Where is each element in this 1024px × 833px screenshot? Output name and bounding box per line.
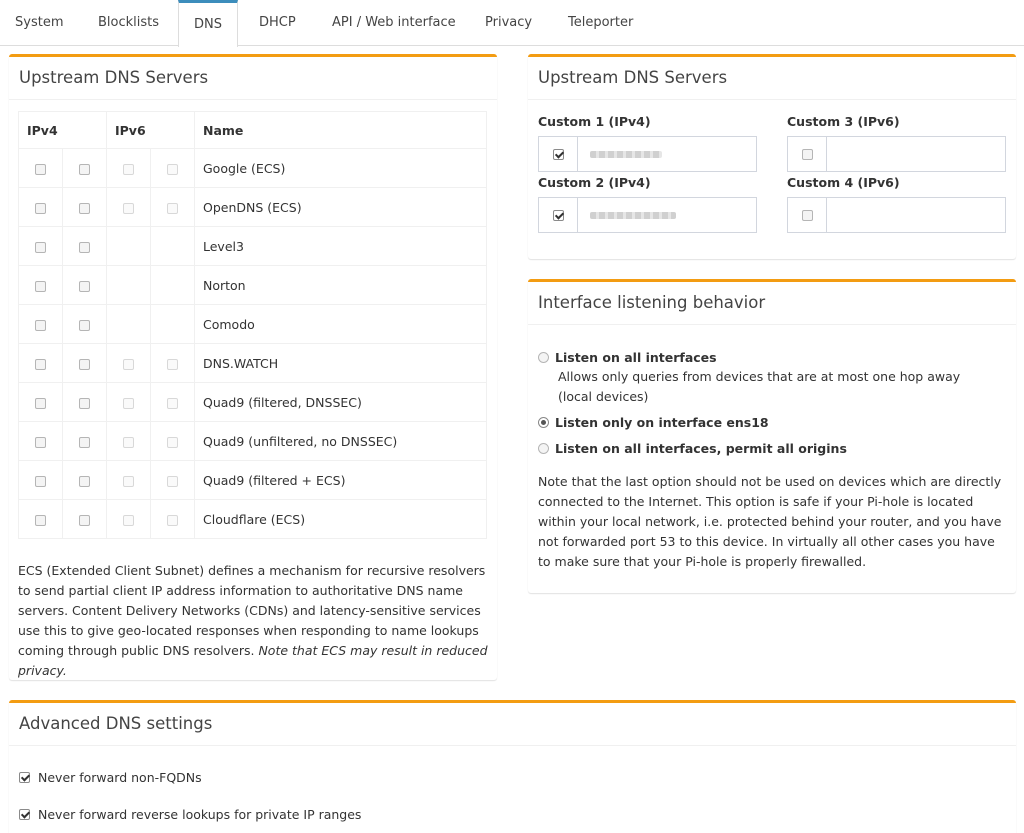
ipv6-header: IPv6 [107,112,195,149]
ipv6-primary-checkbox[interactable] [123,437,134,448]
ipv4-secondary-checkbox[interactable] [79,242,90,253]
custom-dns-box [528,54,1016,259]
custom3-label: Custom 3 (IPv6) [787,114,900,129]
tab-teleporter[interactable]: Teleporter [568,15,634,30]
ipv4-secondary-checkbox[interactable] [79,164,90,175]
custom3-checkbox[interactable] [802,149,813,160]
table-row [19,305,487,344]
ipv4-primary-checkbox[interactable] [35,164,46,175]
ipv6-primary-checkbox[interactable] [123,164,134,175]
ipv4-secondary-checkbox[interactable] [79,281,90,292]
tab-privacy[interactable]: Privacy [485,15,533,30]
custom2-label: Custom 2 (IPv4) [538,175,651,190]
dns-provider-name: Google (ECS) [195,149,487,188]
custom4-group [787,197,1006,233]
radio-permit-all[interactable] [538,441,847,456]
ipv4-primary-checkbox[interactable] [35,281,46,292]
radio-listen-all-button[interactable] [538,352,549,363]
custom4-checkbox[interactable] [802,210,813,221]
radio-permit-all-button[interactable] [538,443,549,454]
ipv6-secondary-checkbox[interactable] [167,203,178,214]
ipv6-primary-checkbox[interactable] [123,515,134,526]
ipv4-primary-checkbox[interactable] [35,242,46,253]
tab-blocklists[interactable]: Blocklists [98,15,160,30]
custom4-input[interactable] [827,198,1005,232]
custom-dns-header [528,57,1016,100]
tab-dns[interactable]: DNS [178,0,238,47]
ecs-note-privacy: Note that ECS may result in reduced privacy. [18,643,488,678]
never-forward-reverse[interactable] [19,807,361,822]
tab-dhcp[interactable]: DHCP [259,15,296,30]
interface-title: Interface listening behavior [538,293,766,312]
radio-listen-single-label: Listen only on interface ens18 [555,415,769,430]
dns-provider-name: Quad9 (unfiltered, no DNSSEC) [195,422,487,461]
radio-listen-single-button[interactable] [538,417,549,428]
upstream-dns-table [18,111,487,539]
custom1-input[interactable] [578,137,756,171]
upstream-dns-title: Upstream DNS Servers [19,68,209,87]
interface-header [528,282,1016,325]
ipv6-primary-checkbox[interactable] [123,203,134,214]
never-forward-fqdn[interactable] [19,770,202,785]
ipv6-primary-checkbox[interactable] [123,476,134,487]
dns-provider-name: OpenDNS (ECS) [195,188,487,227]
ipv4-header: IPv4 [19,112,107,149]
dns-provider-name: Level3 [195,227,487,266]
ipv4-primary-checkbox[interactable] [35,437,46,448]
table-row [19,422,487,461]
ipv6-secondary-checkbox[interactable] [167,476,178,487]
custom1-label: Custom 1 (IPv4) [538,114,651,129]
tab-system[interactable]: System [15,15,64,30]
custom2-value-redacted [590,212,676,219]
dns-provider-name: Quad9 (filtered + ECS) [195,461,487,500]
custom2-group [538,197,757,233]
table-row [19,461,487,500]
ipv6-primary-checkbox[interactable] [123,359,134,370]
custom1-value-redacted [590,151,662,158]
interface-note: Note that the last option should not be used on devices which are directly connected to the Internet. This option is safe if your Pi-hole is located within your local network, i.e. protected behind your router, and you have not forwarded port 53 to this device. In virtually all other cases you have to make sure that your Pi-hole is properly firewalled. [538,474,1002,569]
ipv4-secondary-checkbox[interactable] [79,515,90,526]
ipv6-secondary-checkbox[interactable] [167,398,178,409]
custom-dns-title: Upstream DNS Servers [538,68,728,87]
never-forward-reverse-checkbox[interactable] [19,809,30,820]
ipv4-secondary-checkbox[interactable] [79,398,90,409]
advanced-dns-header [9,703,1016,746]
radio-permit-all-label: Listen on all interfaces, permit all origins [555,441,847,456]
custom3-group [787,136,1006,172]
ipv6-secondary-checkbox[interactable] [167,515,178,526]
ipv4-primary-checkbox[interactable] [35,515,46,526]
dns-provider-name: Quad9 (filtered, DNSSEC) [195,383,487,422]
table-row [19,500,487,539]
ipv6-secondary-checkbox[interactable] [167,164,178,175]
upstream-dns-box [9,54,497,680]
never-forward-reverse-label: Never forward reverse lookups for private IP ranges [38,807,362,822]
dns-provider-name: Comodo [195,305,487,344]
custom2-checkbox[interactable] [553,210,564,221]
ipv4-secondary-checkbox[interactable] [79,359,90,370]
ecs-note [18,561,490,681]
custom2-input[interactable] [578,198,756,232]
ipv6-secondary-checkbox[interactable] [167,437,178,448]
table-row [19,188,487,227]
ipv6-secondary-checkbox[interactable] [167,359,178,370]
ipv4-secondary-checkbox[interactable] [79,476,90,487]
custom4-label: Custom 4 (IPv6) [787,175,900,190]
ipv4-primary-checkbox[interactable] [35,359,46,370]
never-forward-fqdn-label: Never forward non-FQDNs [38,770,202,785]
custom1-checkbox[interactable] [553,149,564,160]
table-row [19,383,487,422]
ipv4-primary-checkbox[interactable] [35,203,46,214]
custom1-group [538,136,757,172]
ipv4-primary-checkbox[interactable] [35,476,46,487]
table-row [19,344,487,383]
ecs-note-text: ECS (Extended Client Subnet) defines a mechanism for recursive resolvers to send partial client IP address information to authoritative DNS name servers. Content Delivery Networks (CDNs) and latency-sensitive services use this to give geo-located responses when responding to name lookups coming through public DNS resolvers. [18,563,486,658]
radio-listen-all-label: Listen on all interfaces [555,350,717,365]
table-row [19,227,487,266]
interface-box [528,279,1016,593]
ipv4-primary-checkbox[interactable] [35,320,46,331]
table-row [19,266,487,305]
custom3-input[interactable] [827,137,1005,171]
dns-provider-name: Cloudflare (ECS) [195,500,487,539]
ipv6-primary-checkbox[interactable] [123,398,134,409]
advanced-dns-box [9,700,1016,833]
radio-listen-all-desc: Allows only queries from devices that are at most one hop away (local devices) [558,369,961,404]
ipv4-secondary-checkbox[interactable] [79,437,90,448]
tab-api-web-interface[interactable]: API / Web interface [332,15,456,30]
radio-listen-single[interactable] [538,415,769,430]
advanced-dns-title: Advanced DNS settings [19,714,213,733]
dns-provider-name: Norton [195,266,487,305]
upstream-dns-header [9,57,497,100]
name-header: Name [195,112,487,149]
never-forward-fqdn-checkbox[interactable] [19,772,30,783]
table-row [19,149,487,188]
ipv4-secondary-checkbox[interactable] [79,320,90,331]
dns-provider-name: DNS.WATCH [195,344,487,383]
ipv4-primary-checkbox[interactable] [35,398,46,409]
radio-listen-all[interactable] [538,350,717,365]
settings-tabs [0,0,1024,46]
ipv4-secondary-checkbox[interactable] [79,203,90,214]
